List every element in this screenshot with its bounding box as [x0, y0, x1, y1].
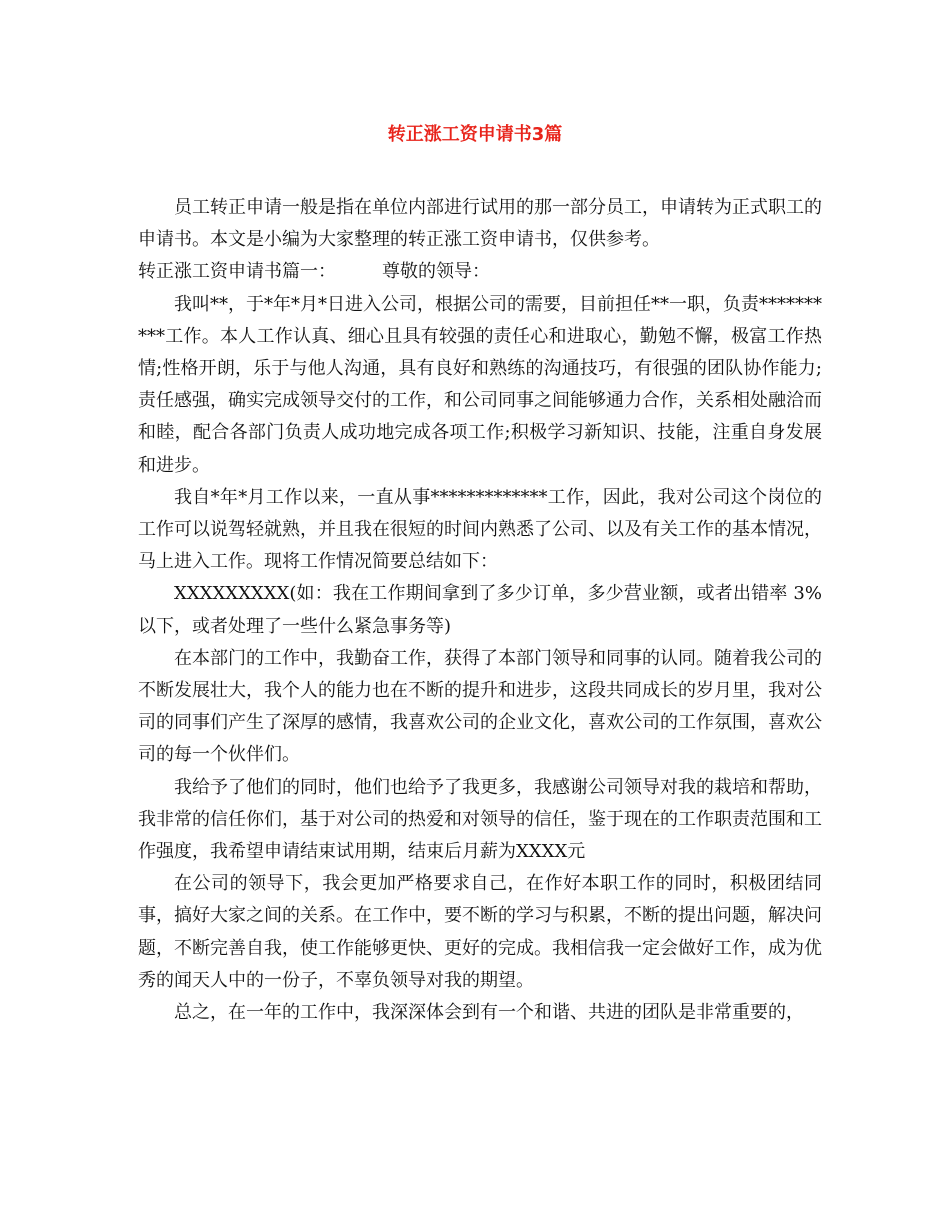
body-paragraph-4: 在本部门的工作中，我勤奋工作，获得了本部门领导和同事的认同。随着我公司的不断发展壮大，我个人的能力也在不断的提升和进步，这段共同成长的岁月里，我对公司的同事们产生了深厚的感情，我喜欢公司的企业文化，喜欢公司的工作氛围，喜欢公司的每一个伙伴们。 [138, 647, 822, 766]
section-heading: 转正涨工资申请书篇一： [138, 261, 336, 283]
body-paragraph-7: 总之，在一年的工作中，我深深体会到有一个和谐、共进的团队是非常重要的， [174, 1002, 804, 1024]
intro-paragraph: 员工转正申请一般是指在单位内部进行试用的那一部分员工，申请转为正式职工的申请书。本文是小编为大家整理的转正涨工资申请书，仅供参考。 [138, 197, 822, 251]
body-paragraph-6: 在公司的领导下，我会更加严格要求自己，在作好本职工作的同时，积极团结同事，搞好大家之间的关系。在工作中，要不断的学习与积累，不断的提出问题，解决问题，不断完善自我，使工作能够更快、更好的完成。我相信我一定会做好工作，成为优秀的闻天人中的一份子，不辜负领导对我的期望。 [138, 873, 822, 991]
document-body [138, 192, 822, 1029]
salutation: 尊敬的领导： [382, 261, 490, 283]
document-title: 转正涨工资申请书3篇 [387, 124, 563, 145]
body-paragraph-2: 我自*年*月工作以来，一直从事*************工作，因此，我对公司这个岗位的工作可以说驾轻就熟，并且我在很短的时间内熟悉了公司、以及有关工作的基本情况，马上进入工作。现将工作情况简要总结如下： [138, 486, 822, 573]
body-paragraph-5: 我给予了他们的同时，他们也给予了我更多，我感谢公司领导对我的栽培和帮助，我非常的信任你们，基于对公司的热爱和对领导的信任，鉴于现在的工作职责范围和工作强度，我希望申请结束试用期，结束后月薪为XXXX元 [138, 776, 822, 863]
body-paragraph-3: XXXXXXXXX(如：我在工作期间拿到了多少订单，多少营业额，或者出错率 3%以下，或者处理了一些什么紧急事务等) [138, 583, 822, 637]
section-heading-line [138, 256, 822, 288]
body-paragraph-1: 我叫**，于*年*月*日进入公司，根据公司的需要，目前担任**一职，负责**********工作。本人工作认真、细心且具有较强的责任心和进取心，勤勉不懈，极富工作热情;性格开朗，乐于与他人沟通，具有良好和熟练的沟通技巧，有很强的团队协作能力;责任感强，确实完成领导交付的工作，和公司同事之间能够通力合作，关系相处融洽而和睦，配合各部门负责人成功地完成各项工作;积极学习新知识、技能，注重自身发展和进步。 [138, 293, 822, 476]
